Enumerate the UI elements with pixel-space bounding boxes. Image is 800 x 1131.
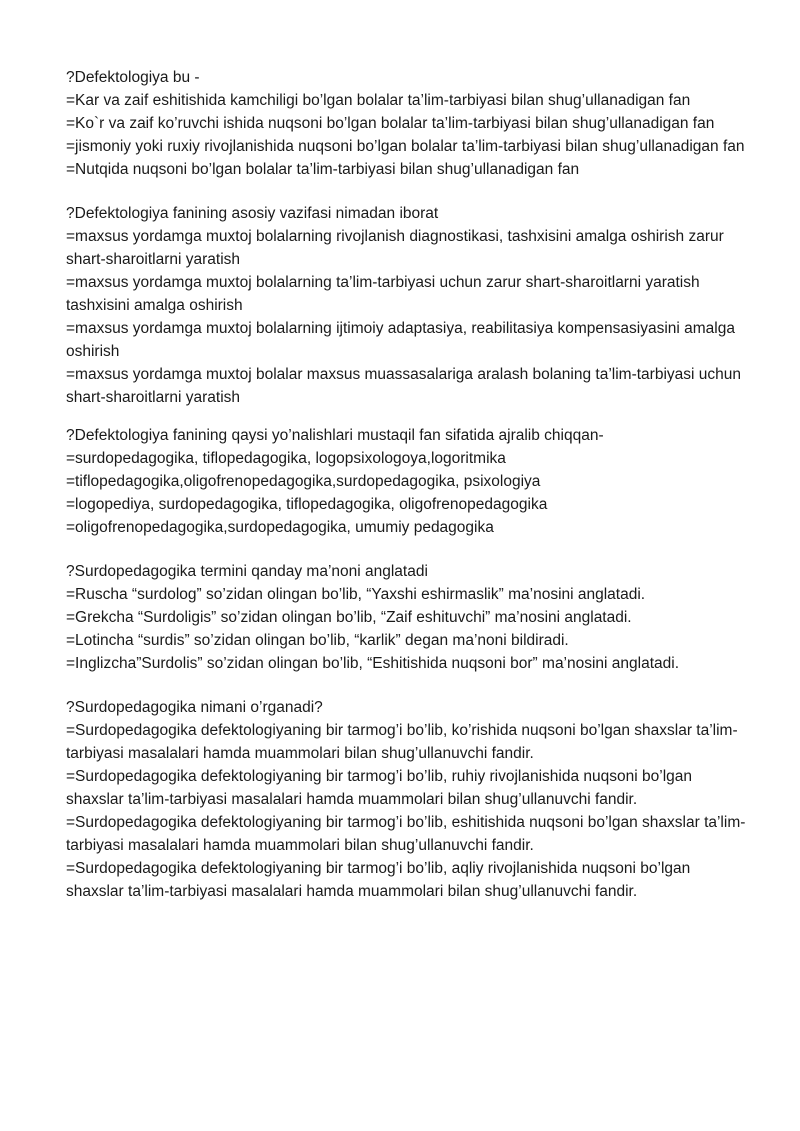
answer-option: =Nutqida nuqsoni bo’lgan bolalar ta’lim-tarbiyasi bilan shug’ullanadigan fan (66, 161, 580, 178)
question-text: ?Surdopedagogika nimani o’rganadi? (66, 699, 323, 716)
answer-option: =Surdopedagogika defektologiyaning bir tarmog’i bo’lib, ko’rishida nuqsoni bo’lgan shaxslar ta’lim-tarbiyasi masalalari hamda muammolari bilan shug’ullanuvchi fandir. (66, 722, 738, 762)
question-block-3 (66, 424, 746, 539)
question-text: ?Defektologiya fanining asosiy vazifasi nimadan iborat (66, 205, 439, 222)
answer-option: =jismoniy yoki ruxiy rivojlanishida nuqsoni bo’lgan bolalar ta’lim-tarbiyasi bilan shug’ullanadigan fan (66, 138, 745, 155)
answer-option: =maxsus yordamga muxtoj bolalarning ijtimoiy adaptasiya, reabilitasiya kompensasiyasini amalga oshirish (66, 320, 735, 360)
answer-option: =Lotincha “surdis” so’zidan olingan bo’lib, “karlik” degan ma’noni bildiradi. (66, 632, 569, 649)
question-block-5 (66, 696, 746, 903)
question-text: ?Defektologiya bu - (66, 69, 200, 86)
question-block-1 (66, 66, 746, 181)
answer-option: =Grekcha “Surdoligis” so’zidan olingan bo’lib, “Zaif eshituvchi” ma’nosini anglatadi. (66, 609, 632, 626)
question-block-4 (66, 560, 746, 675)
document-page (66, 66, 746, 903)
answer-option: =Surdopedagogika defektologiyaning bir tarmog’i bo’lib, eshitishida nuqsoni bo’lgan shaxslar ta’lim-tarbiyasi masalalari hamda muammolari bilan shug’ullanuvchi fandir. (66, 814, 746, 854)
answer-option: =Kar va zaif eshitishida kamchiligi bo’lgan bolalar ta’lim-tarbiyasi bilan shug’ullanadigan fan (66, 92, 691, 109)
question-block-2 (66, 202, 746, 409)
answer-option: =Ko`r va zaif ko’ruvchi ishida nuqsoni bo’lgan bolalar ta’lim-tarbiyasi bilan shug’ullanadigan fan (66, 115, 715, 132)
answer-option: =Surdopedagogika defektologiyaning bir tarmog’i bo’lib, ruhiy rivojlanishida nuqsoni bo’lgan shaxslar ta’lim-tarbiyasi masalalari hamda muammolari bilan shug’ullanuvchi fandir. (66, 768, 693, 808)
answer-option: =logopediya, surdopedagogika, tiflopedagogika, oligofrenopedagogika (66, 496, 548, 513)
answer-option: =Inglizcha”Surdolis” so’zidan olingan bo’lib, “Eshitishida nuqsoni bor” ma’nosini anglatadi. (66, 655, 680, 672)
answer-option: =surdopedagogika, tiflopedagogika, logopsixologoya,logoritmika (66, 450, 506, 467)
answer-option: =maxsus yordamga muxtoj bolalar maxsus muassasalariga aralash bolaning ta’lim-tarbiyasi uchun shart-sharoitlarni yaratish (66, 366, 741, 406)
answer-option: =maxsus yordamga muxtoj bolalarning ta’lim-tarbiyasi uchun zarur shart-sharoitlarni yaratish tashxisini amalga oshirish (66, 274, 700, 314)
answer-option: =Ruscha “surdolog” so’zidan olingan bo’lib, “Yaxshi eshirmaslik” ma’nosini anglatadi. (66, 586, 646, 603)
answer-option: =tiflopedagogika,oligofrenopedagogika,surdopedagogika, psixologiya (66, 473, 541, 490)
question-text: ?Surdopedagogika termini qanday ma’noni anglatadi (66, 563, 428, 580)
question-text: ?Defektologiya fanining qaysi yo’nalishlari mustaqil fan sifatida ajralib chiqqan- (66, 427, 604, 444)
answer-option: =Surdopedagogika defektologiyaning bir tarmog’i bo’lib, aqliy rivojlanishida nuqsoni bo’lgan shaxslar ta’lim-tarbiyasi masalalari hamda muammolari bilan shug’ullanuvchi fandir. (66, 860, 691, 900)
answer-option: =maxsus yordamga muxtoj bolalarning rivojlanish diagnostikasi, tashxisini amalga oshirish zarur shart-sharoitlarni yaratish (66, 228, 724, 268)
answer-option: =oligofrenopedagogika,surdopedagogika, umumiy pedagogika (66, 519, 494, 536)
